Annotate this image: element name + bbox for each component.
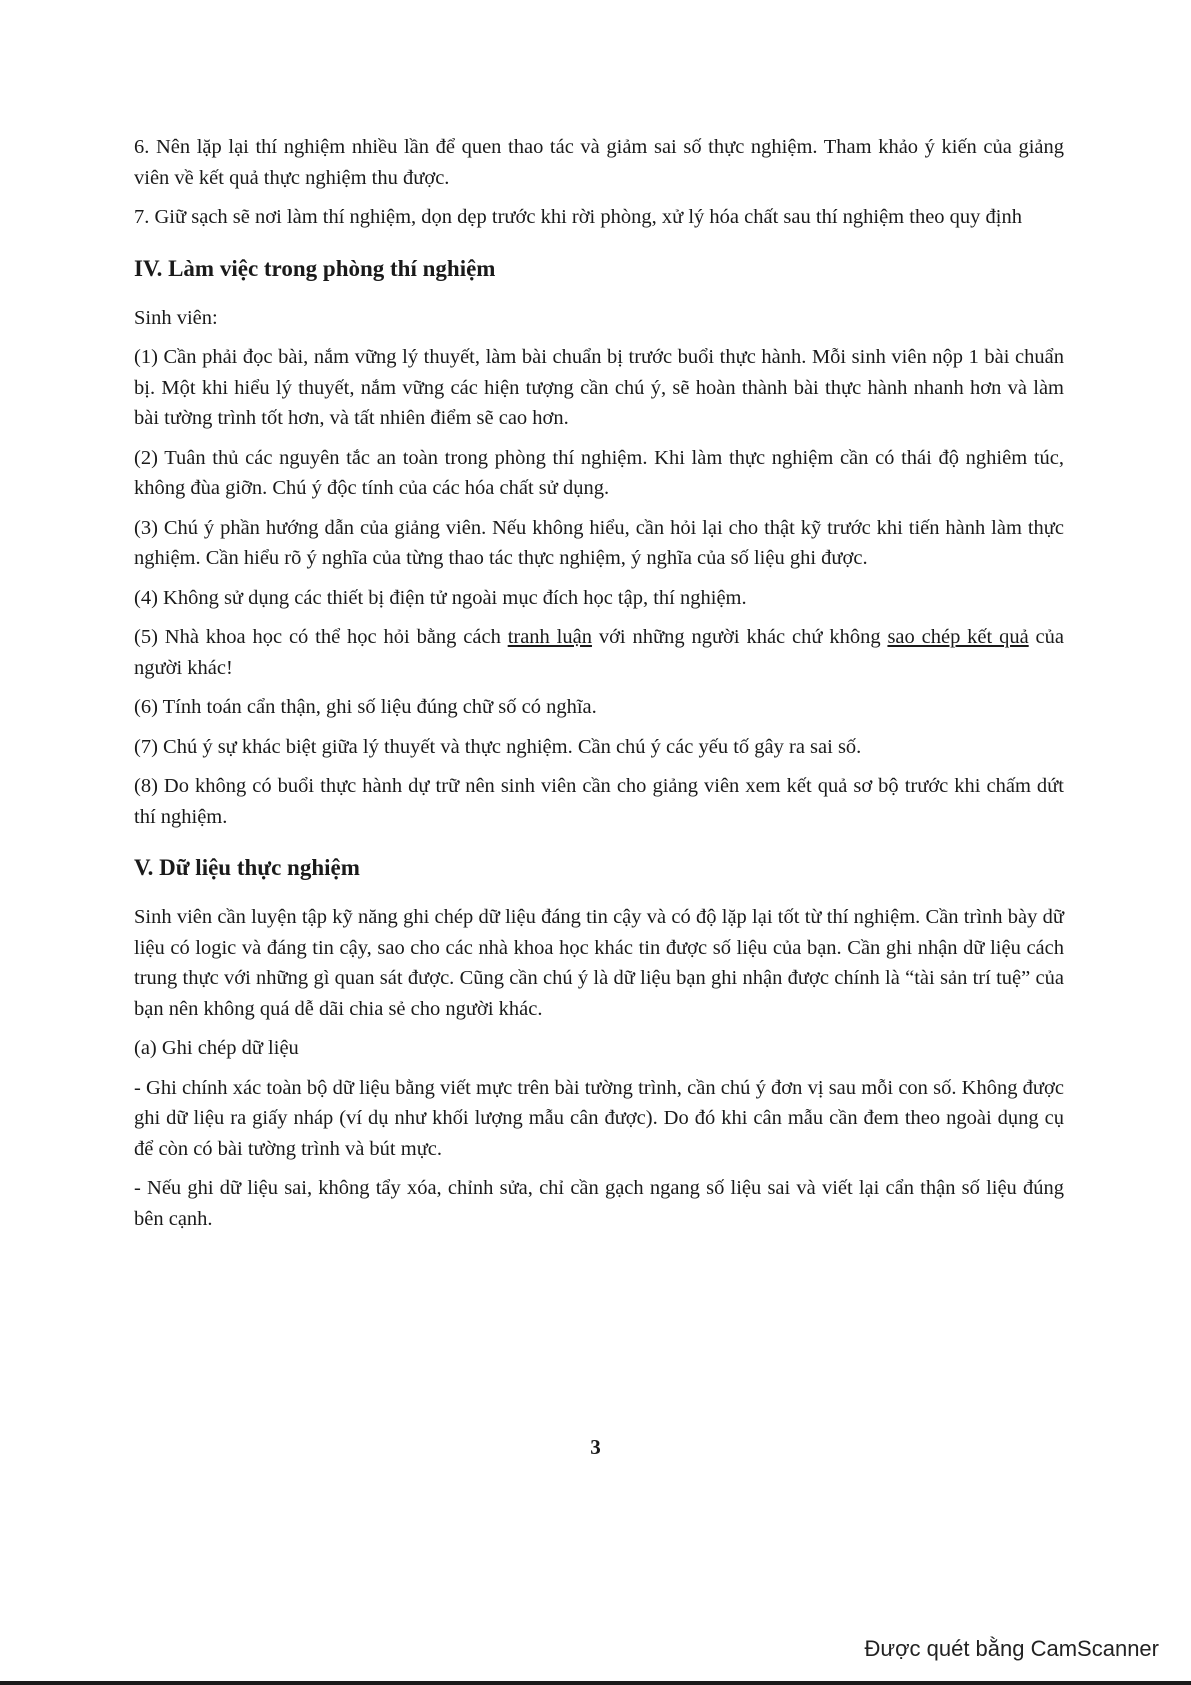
rule-5-part-b: với những người khác chứ không — [591, 626, 888, 648]
section-5-heading: V. Dữ liệu thực nghiệm — [134, 855, 360, 880]
subsection-a-title: (a) Ghi chép dữ liệu — [134, 1037, 299, 1059]
rule-4: (4) Không sử dụng các thiết bị điện tử ngoài mục đích học tập, thí nghiệm. — [134, 586, 747, 609]
rule-5-part-c: của người khác! — [134, 626, 1064, 679]
document-body — [134, 132, 1064, 1243]
bullet-1: - Ghi chính xác toàn bộ dữ liệu bằng viết mực trên bài tường trình, cần chú ý đơn vị sau mỗi con số. Không được ghi dữ liệu ra giấy nháp (ví dụ như khối lượng mẫu cân được). Do đó khi cân mẫu cần đem theo ngoài dụng cụ để còn có bài tường trình và bút mực. — [134, 1076, 1064, 1160]
camscanner-watermark: Được quét bằng CamScanner — [864, 1636, 1159, 1661]
rule-2: (2) Tuân thủ các nguyên tắc an toàn trong phòng thí nghiệm. Khi làm thực nghiệm cần có thái độ nghiêm túc, không đùa giỡn. Chú ý độc tính của các hóa chất sử dụng. — [134, 446, 1064, 499]
rule-1: (1) Cần phải đọc bài, nắm vững lý thuyết, làm bài chuẩn bị trước buổi thực hành. Mỗi sinh viên nộp 1 bài chuẩn bị. Một khi hiểu lý thuyết, nắm vững các hiện tượng cần chú ý, sẽ hoàn thành bài thực hành nhanh hơn và làm bài tường trình tốt hơn, và tất nhiên điểm sẽ cao hơn. — [134, 346, 1064, 429]
rule-5-underline-copy: sao chép kết quả — [887, 626, 1029, 648]
item-6: 6. Nên lặp lại thí nghiệm nhiều lần để quen thao tác và giảm sai số thực nghiệm. Tham khảo ý kiến của giảng viên về kết quả thực nghiệm thu được. — [134, 136, 1064, 189]
section-5-intro: Sinh viên cần luyện tập kỹ năng ghi chép dữ liệu đáng tin cậy và có độ lặp lại tốt từ thí nghiệm. Cần trình bày dữ liệu có logic và đáng tin cậy, sao cho các nhà khoa học khác tin được số liệu của bạn. Cần ghi nhận dữ liệu cách trung thực với những gì quan sát được. Cũng cần chú ý là dữ liệu bạn ghi nhận được chính là “tài sản trí tuệ” của bạn nên không quá dễ dãi chia sẻ cho người khác. — [134, 906, 1064, 1020]
rule-5 — [134, 622, 1064, 683]
item-7: 7. Giữ sạch sẽ nơi làm thí nghiệm, dọn dẹp trước khi rời phòng, xử lý hóa chất sau thí nghiệm theo quy định — [134, 206, 1022, 228]
rule-5-part-a: (5) Nhà khoa học có thể học hỏi bằng cách — [134, 626, 508, 648]
rule-3: (3) Chú ý phần hướng dẫn của giảng viên. Nếu không hiểu, cần hỏi lại cho thật kỹ trước khi tiến hành làm thực nghiệm. Cần hiểu rõ ý nghĩa của từng thao tác thực nghiệm, ý nghĩa của số liệu ghi được. — [134, 516, 1064, 569]
bullet-2: - Nếu ghi dữ liệu sai, không tẩy xóa, chỉnh sửa, chỉ cần gạch ngang số liệu sai và viết lại cẩn thận số liệu đúng bên cạnh. — [134, 1177, 1064, 1230]
scan-edge-divider — [0, 1681, 1191, 1685]
page-number: 3 — [590, 1435, 601, 1459]
rule-8: (8) Do không có buổi thực hành dự trữ nên sinh viên cần cho giảng viên xem kết quả sơ bộ trước khi chấm dứt thí nghiệm. — [134, 775, 1064, 828]
rule-5-underline-debate: tranh luận — [507, 626, 592, 648]
rule-7: (7) Chú ý sự khác biệt giữa lý thuyết và thực nghiệm. Cần chú ý các yếu tố gây ra sai số. — [134, 735, 862, 758]
section-4-intro: Sinh viên: — [134, 306, 218, 329]
rule-6: (6) Tính toán cẩn thận, ghi số liệu đúng chữ số có nghĩa. — [134, 696, 597, 718]
section-4-heading: IV. Làm việc trong phòng thí nghiệm — [134, 255, 496, 281]
